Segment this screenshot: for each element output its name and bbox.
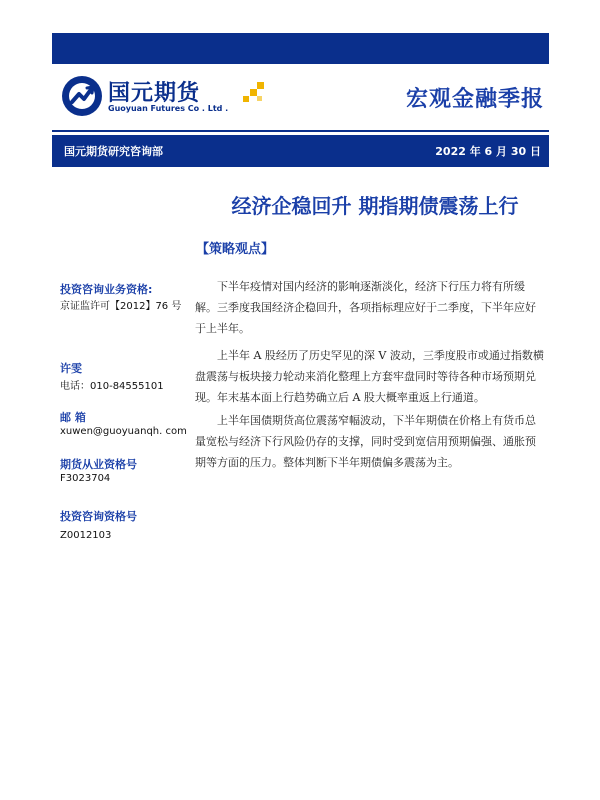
qualification-value: 京证监许可【2012】76 号 (60, 301, 182, 312)
analyst-sidebar (52, 167, 187, 767)
company-logo-icon (60, 74, 104, 118)
header-divider (52, 130, 549, 132)
department-name: 国元期货研究咨询部 (64, 145, 163, 158)
report-date: 2022 年 6 月 30 日 (435, 145, 541, 158)
paragraph-text: 上半年 A 股经历了历史罕见的深 V 波动，三季度股市或通过指数横盘震荡与板块接力轮动来消化整理上方套牢盘同时等待各种市场预期兑现。年末基本面上行趋势确立后 A 股大概率重返上行通道。 (195, 349, 544, 404)
company-logo (60, 74, 280, 124)
company-name-en: Guoyuan Futures Co . Ltd . (108, 104, 229, 113)
paragraph-text: 下半年疫情对国内经济的影响逐渐淡化，经济下行压力将有所缓解。三季度我国经济企稳回升，各项指标理应好于二季度，下半年应好于上半年。 (195, 280, 536, 335)
email-label: 邮 箱 (60, 411, 86, 424)
strategy-section-title: 【策略观点】 (196, 242, 275, 257)
qualification-label: 投资咨询业务资格: (60, 283, 153, 296)
paragraph-3 (195, 410, 545, 473)
advisory-license-label: 投资咨询资格号 (60, 510, 137, 523)
top-banner (52, 33, 549, 64)
futures-license-value: F3023704 (60, 473, 111, 484)
advisory-license-value: Z0012103 (60, 530, 112, 541)
futures-license-label: 期货从业资格号 (60, 458, 137, 471)
analyst-phone: 电话：010-84555101 (60, 381, 164, 392)
paragraph-1 (195, 276, 545, 339)
company-name-cn: 国元期货 (108, 81, 201, 106)
report-type: 宏观金融季报 (405, 87, 544, 112)
analyst-name: 许雯 (60, 362, 82, 375)
logo-dots-icon (243, 82, 267, 104)
email-value: xuwen@guoyuanqh. com (60, 426, 187, 437)
report-headline: 经济企稳回升 期指期债震荡上行 (231, 194, 519, 218)
paragraph-2 (195, 345, 545, 408)
department-bar (52, 135, 549, 167)
paragraph-text: 上半年国债期货高位震荡窄幅波动，下半年期债在价格上有货币总量宽松与经济下行风险仍存的支撑，同时受到宽信用预期偏强、通胀预期等方面的压力。整体判断下半年期债偏多震荡为主。 (195, 414, 536, 469)
